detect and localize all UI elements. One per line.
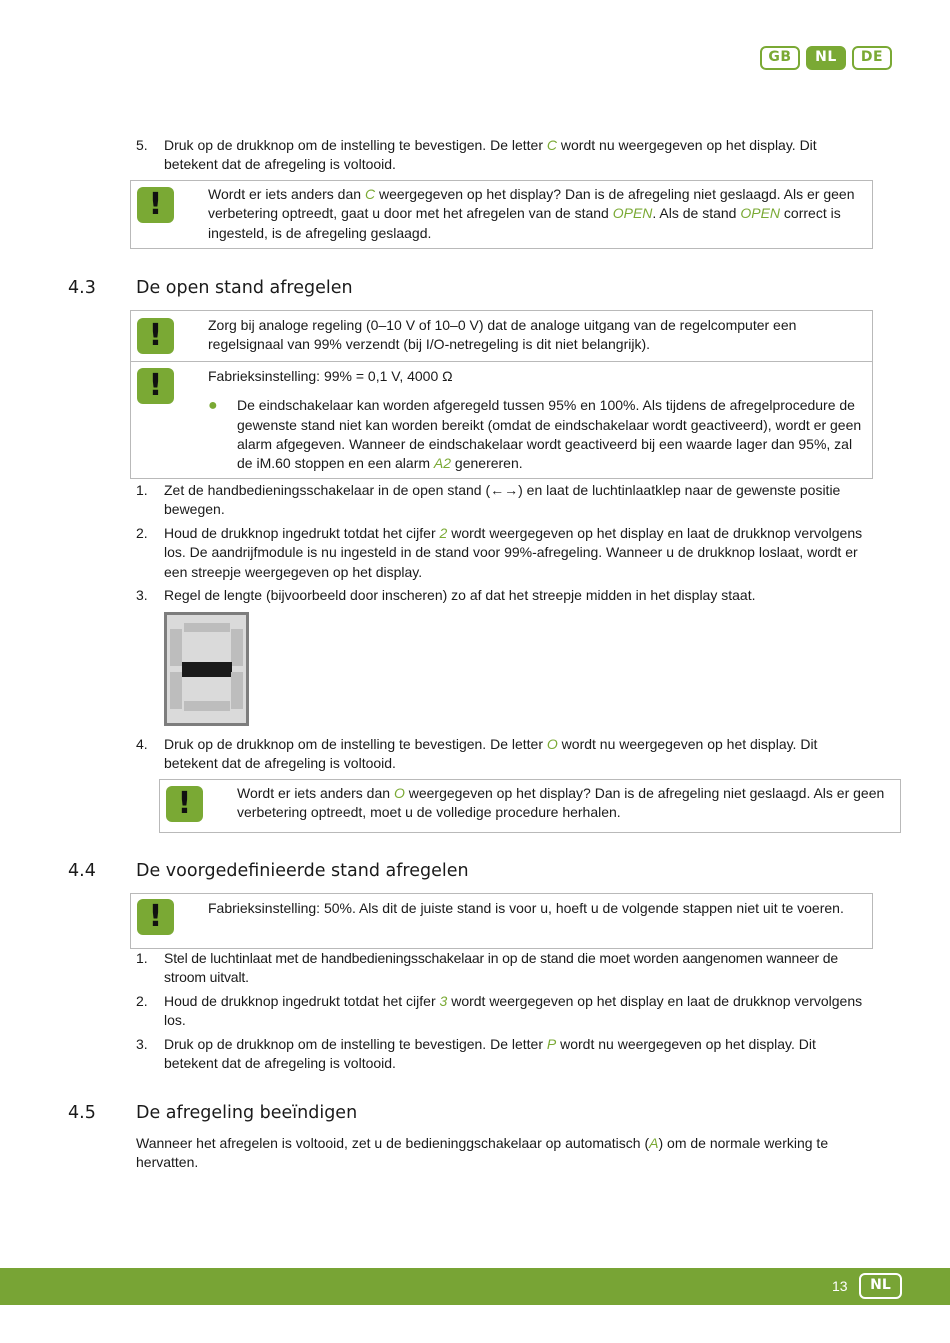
note-box [130,310,873,479]
step-2 [136,992,871,1031]
footer-bar [0,1268,950,1305]
warning-text-a: Wordt er iets anders dan [208,186,365,202]
step-number: 3. [136,587,148,603]
bullet-item [208,396,866,474]
step-text [164,1035,871,1074]
step-2 [136,524,871,582]
step-text-b: wordt nu weergegeven op het display. Dit betekent dat de afregeling is voltooid. [164,1036,816,1072]
paragraph-text-a: Wanneer het afregelen is voltooid, zet u de bedieninggschakelaar op automatisch ( [136,1135,650,1151]
segment-top-left [170,629,182,666]
section-heading-4-5 [68,1104,357,1123]
open-label: OPEN [740,205,781,222]
step-number: 3. [136,1036,148,1052]
note-box [130,893,873,949]
step-number: 1. [136,482,148,498]
display-letter: O [546,736,558,752]
step-text [164,735,871,774]
step-number: 2. [136,993,148,1009]
step-text: Regel de lengte (bijvoorbeeld door inscheren) zo af dat het streepje midden in het display staat. [164,587,756,603]
note-text: Fabrieksinstelling: 50%. Als dit de juiste stand is voor u, hoeft u de volgende stappen niet uit te voeren. [208,900,844,916]
exclamation-icon: ! [137,368,174,404]
footer-lang-tab: NL [859,1273,902,1299]
note-text: Zorg bij analoge regeling (0–10 V of 10–0 V) dat de analoge uitgang van de regelcomputer een regelsignaal van 99% verzendt (bij I/O-netregeling is dit niet belangrijk). [208,317,797,353]
note-row [131,361,872,478]
segment-bottom-right [231,672,243,709]
warning-box [159,779,901,833]
step-text-a: Druk op de drukknop om de instelling te bevestigen. De letter [164,137,547,153]
section-number: 4.5 [68,1103,96,1123]
lang-tab-de[interactable]: DE [852,46,892,70]
step-text-a: Druk op de drukknop om de instelling te bevestigen. De letter [164,736,547,752]
section-number: 4.3 [68,278,96,298]
section-title: De open stand afregelen [136,278,353,298]
warning-text-d: correct is ingesteld, is de afregeling geslaagd. [208,205,841,241]
language-tabs [760,46,892,70]
seven-segment-display-figure [164,612,249,726]
factory-setting-text: Fabrieksinstelling: 99% = 0,1 V, 4000 Ω [208,367,453,384]
step-text [164,481,871,520]
step-text-a: Zet de handbedieningsschakelaar in de open stand ( [164,482,491,498]
step-text-b: wordt weergegeven op het display en laat de drukknop vervolgens los. [164,993,863,1029]
section-number: 4.4 [68,861,96,881]
exclamation-icon: ! [137,187,174,223]
step-text-a: Houd de drukknop ingedrukt totdat het cijfer [164,525,440,541]
warning-text-b: weergegeven op het display? Dan is de afregeling niet geslaagd. Als er geen verbetering optreedt, gaat u door met het afregelen van de stand [208,186,855,222]
segment-bottom [184,701,230,711]
section-paragraph [136,1134,871,1173]
step-number: 1. [136,950,148,966]
step-text [164,136,871,175]
alarm-code: A2 [433,455,452,472]
note-row [131,311,872,361]
display-letter: O [393,785,405,801]
display-digit: 3 [439,993,448,1009]
section-heading-4-4 [68,862,469,881]
page-number: 13 [832,1278,848,1294]
section-title: De voorgedefinieerde stand afregelen [136,861,469,881]
step-1 [136,949,871,988]
display-letter: C [546,137,558,153]
step-3 [136,586,871,605]
display-digit: 2 [439,525,448,541]
step-number: 5. [136,137,148,153]
step-text-a: Druk op de drukknop om de instelling te bevestigen. De letter [164,1036,547,1052]
exclamation-icon: ! [137,318,174,354]
segment-middle-active [182,662,232,677]
bullet-text-a: De eindschakelaar kan worden afgeregeld tussen 95% en 100%. Als tijdens de afregelprocedure de gewenste stand niet kan worden bereikt (omdat de eindschakelaar wordt geactiveerd), wordt er geen alarm afgegeven. Wanneer de eindschakelaar wordt geactiveerd bij een waarde lager dan 95%, zal de iM.60 stoppen en een alarm [237,397,862,472]
step-text-b: wordt nu weergegeven op het display. Dit betekent dat de afregeling is voltooid. [164,736,818,772]
step-4 [136,735,871,774]
segment-bottom-left [170,672,182,709]
section-title: De afregeling beeïndigen [136,1103,358,1123]
warning-box [130,180,873,249]
step-text-b: wordt weergegeven op het display en laat de drukknop vervolgens los. De aandrijfmodule is nu ingesteld in de stand voor 99%-afregeling. Wanneer u de drukknop loslaat, wordt er een streepje weergegeven op het display. [164,525,863,580]
note-row [131,894,872,948]
bullet-text [237,396,866,474]
step-number: 2. [136,525,148,541]
warning-row [131,181,872,248]
display-letter: C [364,186,376,202]
mode-letter: A [649,1135,659,1151]
step-text-b: wordt nu weergegeven op het display. Dit betekent dat de afregeling is voltooid. [164,137,817,173]
bullet-text-b: genereren. [451,455,523,472]
lang-tab-nl[interactable]: NL [806,46,846,70]
step-text-a: Houd de drukknop ingedrukt totdat het cijfer [164,993,440,1009]
lang-tab-gb[interactable]: GB [760,46,800,70]
step-5 [136,136,871,175]
exclamation-icon: ! [166,786,203,822]
step-text [164,524,871,582]
segment-top [184,623,230,632]
display-letter: P [546,1036,557,1052]
step-number: 4. [136,736,148,752]
warning-row [160,780,900,832]
open-label: OPEN [612,205,653,222]
warning-text-b: weergegeven op het display? Dan is de afregeling niet geslaagd. Als er geen verbetering optreedt, moet u de volledige procedure herhalen. [237,785,885,821]
step-text: Stel de luchtinlaat met de handbedieningsschakelaar in op de stand die moet worden aangenomen wanneer de stroom uitvalt. [164,950,838,986]
bullet-dot-icon: ● [208,397,218,415]
exclamation-icon: ! [137,899,174,935]
step-text-b: ←→) en laat de luchtinlaatklep naar de gewenste positie bewegen. [164,482,841,518]
warning-text-a: Wordt er iets anders dan [237,785,394,801]
step-1 [136,481,871,520]
step-3 [136,1035,871,1074]
section-heading-4-3 [68,279,353,298]
segment-top-right [231,629,243,666]
paragraph-text-b: ) om de normale werking te hervatten. [136,1135,829,1171]
step-text [164,992,871,1031]
warning-text-c: . Als de stand [652,205,741,222]
